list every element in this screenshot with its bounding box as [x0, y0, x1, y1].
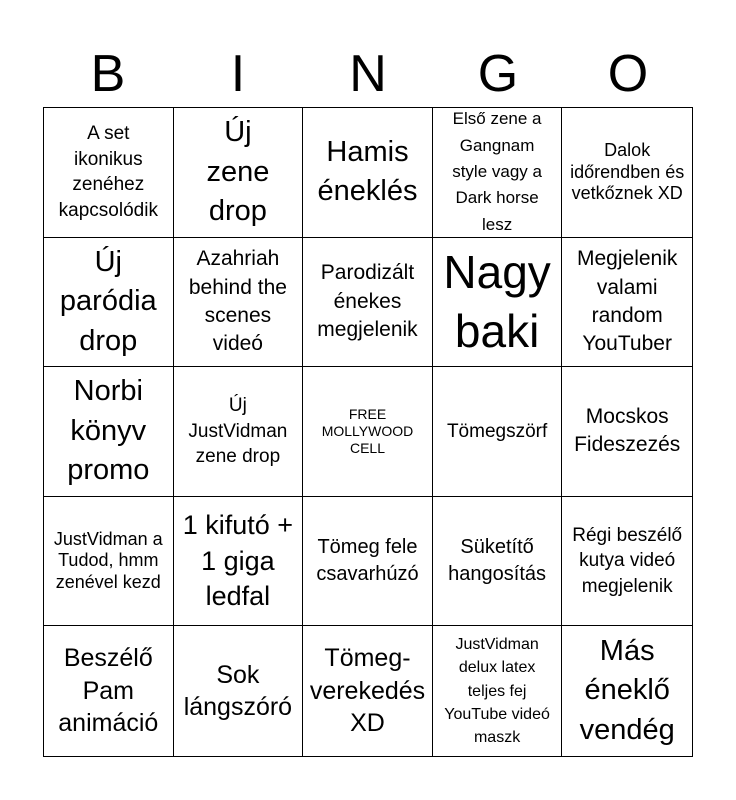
- bingo-cell[interactable]: Tömegszörf: [433, 367, 563, 497]
- header-letter-o: O: [607, 45, 649, 103]
- bingo-cell[interactable]: Régi beszélő kutya videó megjelenik: [562, 497, 692, 627]
- bingo-cell[interactable]: Első zene a Gangnam style vagy a Dark horse lesz: [433, 108, 563, 238]
- bingo-cell[interactable]: JustVidman a Tudod, hmm zenével kezd: [44, 497, 174, 627]
- bingo-cell[interactable]: 1 kifutó + 1 giga ledfal: [174, 497, 304, 627]
- bingo-cell[interactable]: Nagy baki: [433, 238, 563, 368]
- bingo-cell[interactable]: Parodizált énekes megjelenik: [303, 238, 433, 368]
- bingo-cell[interactable]: Azahriah behind the scenes videó: [174, 238, 304, 368]
- bingo-cell[interactable]: Süketítő hangosítás: [433, 497, 563, 627]
- bingo-cell[interactable]: Más éneklő vendég: [579, 635, 675, 746]
- bingo-grid: [43, 107, 693, 757]
- bingo-cell[interactable]: Norbi könyv promo: [44, 367, 174, 497]
- header-letter-n: N: [349, 45, 387, 103]
- bingo-cell[interactable]: Dalok időrendben és vetkőznek XD: [562, 108, 692, 238]
- bingo-cell[interactable]: A set ikonikus zenéhez kapcsolódik: [44, 108, 174, 238]
- bingo-cell[interactable]: Új JustVidman zene drop: [174, 367, 304, 497]
- bingo-cell[interactable]: Megjelenik valami random YouTuber: [562, 238, 692, 368]
- bingo-cell[interactable]: Új zene drop: [174, 108, 304, 238]
- bingo-cell[interactable]: Új paródia drop: [44, 238, 174, 368]
- bingo-cell[interactable]: Tömeg-verekedés XD: [303, 626, 433, 756]
- bingo-cell[interactable]: Hamis éneklés: [303, 108, 433, 238]
- header-letter-b: B: [90, 45, 126, 103]
- header-letter-i: I: [230, 45, 246, 103]
- bingo-cell[interactable]: Sok lángszóró: [174, 626, 304, 756]
- header-letter-g: G: [477, 45, 519, 103]
- bingo-header: [43, 40, 693, 108]
- bingo-cell[interactable]: Tömeg fele csavarhúzó: [303, 497, 433, 627]
- bingo-cell: FREE MOLLYWOOD CELL: [303, 367, 433, 497]
- bingo-cell[interactable]: JustVidman delux latex teljes fej YouTube videó maszk: [433, 626, 563, 756]
- bingo-cell[interactable]: Mocskos Fideszezés: [562, 367, 692, 497]
- bingo-cell[interactable]: Beszélő Pam animáció: [44, 626, 174, 756]
